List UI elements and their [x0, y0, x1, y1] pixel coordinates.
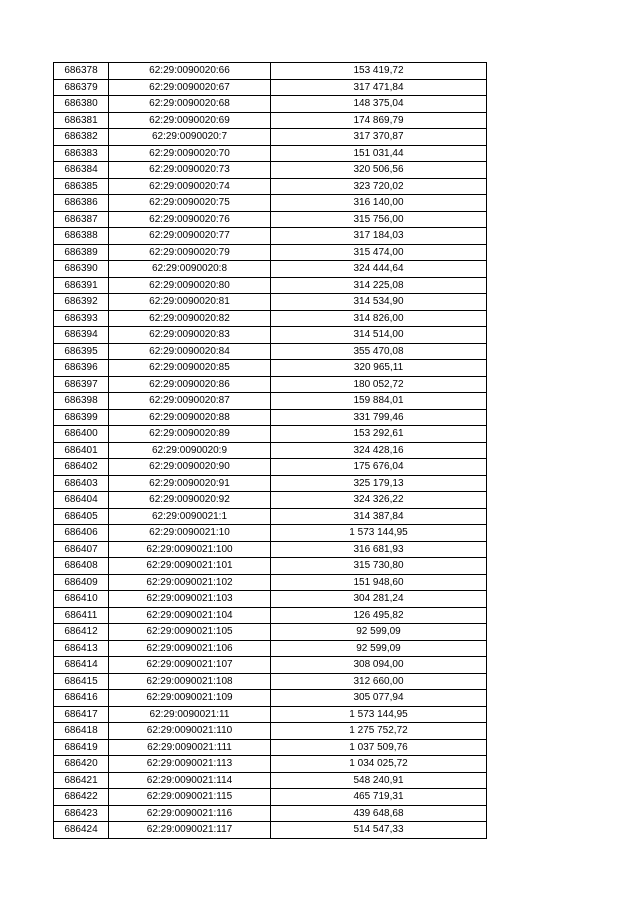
cadastral-number-cell: 62:29:0090020:70 — [109, 145, 271, 162]
value-cell: 317 184,03 — [271, 228, 487, 245]
value-cell: 148 375,04 — [271, 96, 487, 113]
cadastral-number-cell: 62:29:0090020:7 — [109, 129, 271, 146]
row-id-cell: 686406 — [54, 525, 109, 542]
cadastral-number-cell: 62:29:0090021:10 — [109, 525, 271, 542]
cadastral-number-cell: 62:29:0090020:8 — [109, 261, 271, 278]
cadastral-number-cell: 62:29:0090020:68 — [109, 96, 271, 113]
row-id-cell: 686417 — [54, 706, 109, 723]
cadastral-number-cell: 62:29:0090021:113 — [109, 756, 271, 773]
table-row — [54, 690, 487, 707]
table-row — [54, 261, 487, 278]
table-row — [54, 327, 487, 344]
table-row — [54, 624, 487, 641]
table-row — [54, 376, 487, 393]
cadastral-number-cell: 62:29:0090021:109 — [109, 690, 271, 707]
table-row — [54, 739, 487, 756]
cadastral-number-cell: 62:29:0090020:73 — [109, 162, 271, 179]
value-cell: 320 506,56 — [271, 162, 487, 179]
value-cell: 153 292,61 — [271, 426, 487, 443]
value-cell: 312 660,00 — [271, 673, 487, 690]
row-id-cell: 686381 — [54, 112, 109, 129]
row-id-cell: 686395 — [54, 343, 109, 360]
value-cell: 315 474,00 — [271, 244, 487, 261]
value-cell: 175 676,04 — [271, 459, 487, 476]
cadastral-number-cell: 62:29:0090020:84 — [109, 343, 271, 360]
row-id-cell: 686385 — [54, 178, 109, 195]
value-cell: 1 573 144,95 — [271, 706, 487, 723]
cadastral-number-cell: 62:29:0090021:116 — [109, 805, 271, 822]
value-cell: 126 495,82 — [271, 607, 487, 624]
table-row — [54, 310, 487, 327]
row-id-cell: 686408 — [54, 558, 109, 575]
row-id-cell: 686416 — [54, 690, 109, 707]
value-cell: 151 031,44 — [271, 145, 487, 162]
cadastral-number-cell: 62:29:0090020:88 — [109, 409, 271, 426]
cadastral-number-cell: 62:29:0090021:108 — [109, 673, 271, 690]
table-row — [54, 228, 487, 245]
cadastral-number-cell: 62:29:0090020:89 — [109, 426, 271, 443]
cadastral-number-cell: 62:29:0090020:66 — [109, 63, 271, 80]
value-cell: 314 225,08 — [271, 277, 487, 294]
cadastral-number-cell: 62:29:0090021:107 — [109, 657, 271, 674]
value-cell: 324 428,16 — [271, 442, 487, 459]
value-cell: 92 599,09 — [271, 624, 487, 641]
table-row — [54, 195, 487, 212]
cadastral-number-cell: 62:29:0090020:85 — [109, 360, 271, 377]
cadastral-number-cell: 62:29:0090020:81 — [109, 294, 271, 311]
row-id-cell: 686412 — [54, 624, 109, 641]
table-row — [54, 129, 487, 146]
cadastral-number-cell: 62:29:0090021:117 — [109, 822, 271, 839]
value-cell: 331 799,46 — [271, 409, 487, 426]
table-row — [54, 475, 487, 492]
value-cell: 320 965,11 — [271, 360, 487, 377]
row-id-cell: 686378 — [54, 63, 109, 80]
table-row — [54, 508, 487, 525]
cadastral-number-cell: 62:29:0090020:76 — [109, 211, 271, 228]
row-id-cell: 686405 — [54, 508, 109, 525]
row-id-cell: 686392 — [54, 294, 109, 311]
cadastral-number-cell: 62:29:0090020:91 — [109, 475, 271, 492]
table-row — [54, 162, 487, 179]
cadastral-number-cell: 62:29:0090020:77 — [109, 228, 271, 245]
table-row — [54, 277, 487, 294]
value-cell: 1 037 509,76 — [271, 739, 487, 756]
row-id-cell: 686415 — [54, 673, 109, 690]
row-id-cell: 686389 — [54, 244, 109, 261]
value-cell: 315 730,80 — [271, 558, 487, 575]
cadastral-number-cell: 62:29:0090020:82 — [109, 310, 271, 327]
table-row — [54, 244, 487, 261]
data-table — [53, 62, 487, 839]
cadastral-number-cell: 62:29:0090021:111 — [109, 739, 271, 756]
row-id-cell: 686421 — [54, 772, 109, 789]
row-id-cell: 686401 — [54, 442, 109, 459]
cadastral-number-cell: 62:29:0090020:69 — [109, 112, 271, 129]
cadastral-number-cell: 62:29:0090020:87 — [109, 393, 271, 410]
cadastral-number-cell: 62:29:0090020:67 — [109, 79, 271, 96]
row-id-cell: 686423 — [54, 805, 109, 822]
cadastral-number-cell: 62:29:0090020:90 — [109, 459, 271, 476]
table-row — [54, 211, 487, 228]
table-row — [54, 525, 487, 542]
table-row — [54, 63, 487, 80]
table-row — [54, 822, 487, 839]
value-cell: 324 326,22 — [271, 492, 487, 509]
table-row — [54, 343, 487, 360]
row-id-cell: 686411 — [54, 607, 109, 624]
table-row — [54, 178, 487, 195]
table-row — [54, 723, 487, 740]
table-row — [54, 558, 487, 575]
cadastral-number-cell: 62:29:0090021:115 — [109, 789, 271, 806]
value-cell: 314 514,00 — [271, 327, 487, 344]
value-cell: 151 948,60 — [271, 574, 487, 591]
table-row — [54, 657, 487, 674]
table-row — [54, 772, 487, 789]
value-cell: 174 869,79 — [271, 112, 487, 129]
cadastral-number-cell: 62:29:0090021:1 — [109, 508, 271, 525]
value-cell: 316 681,93 — [271, 541, 487, 558]
value-cell: 514 547,33 — [271, 822, 487, 839]
table-row — [54, 459, 487, 476]
row-id-cell: 686424 — [54, 822, 109, 839]
row-id-cell: 686413 — [54, 640, 109, 657]
table-body — [54, 63, 487, 839]
cadastral-number-cell: 62:29:0090021:102 — [109, 574, 271, 591]
row-id-cell: 686402 — [54, 459, 109, 476]
cadastral-number-cell: 62:29:0090021:104 — [109, 607, 271, 624]
row-id-cell: 686393 — [54, 310, 109, 327]
value-cell: 317 370,87 — [271, 129, 487, 146]
row-id-cell: 686383 — [54, 145, 109, 162]
row-id-cell: 686410 — [54, 591, 109, 608]
value-cell: 465 719,31 — [271, 789, 487, 806]
value-cell: 308 094,00 — [271, 657, 487, 674]
value-cell: 1 573 144,95 — [271, 525, 487, 542]
table-row — [54, 393, 487, 410]
row-id-cell: 686399 — [54, 409, 109, 426]
table-row — [54, 96, 487, 113]
value-cell: 316 140,00 — [271, 195, 487, 212]
row-id-cell: 686382 — [54, 129, 109, 146]
cadastral-number-cell: 62:29:0090021:106 — [109, 640, 271, 657]
row-id-cell: 686404 — [54, 492, 109, 509]
cadastral-number-cell: 62:29:0090021:100 — [109, 541, 271, 558]
value-cell: 159 884,01 — [271, 393, 487, 410]
table-row — [54, 805, 487, 822]
row-id-cell: 686390 — [54, 261, 109, 278]
value-cell: 304 281,24 — [271, 591, 487, 608]
value-cell: 325 179,13 — [271, 475, 487, 492]
cadastral-number-cell: 62:29:0090020:75 — [109, 195, 271, 212]
row-id-cell: 686380 — [54, 96, 109, 113]
row-id-cell: 686394 — [54, 327, 109, 344]
table-row — [54, 607, 487, 624]
row-id-cell: 686396 — [54, 360, 109, 377]
table-row — [54, 640, 487, 657]
cadastral-number-cell: 62:29:0090020:80 — [109, 277, 271, 294]
cadastral-number-cell: 62:29:0090020:79 — [109, 244, 271, 261]
table-row — [54, 591, 487, 608]
table-row — [54, 145, 487, 162]
value-cell: 92 599,09 — [271, 640, 487, 657]
cadastral-number-cell: 62:29:0090020:9 — [109, 442, 271, 459]
table-row — [54, 426, 487, 443]
value-cell: 439 648,68 — [271, 805, 487, 822]
value-cell: 305 077,94 — [271, 690, 487, 707]
row-id-cell: 686414 — [54, 657, 109, 674]
row-id-cell: 686384 — [54, 162, 109, 179]
row-id-cell: 686418 — [54, 723, 109, 740]
value-cell: 315 756,00 — [271, 211, 487, 228]
table-row — [54, 673, 487, 690]
cadastral-number-cell: 62:29:0090021:105 — [109, 624, 271, 641]
row-id-cell: 686422 — [54, 789, 109, 806]
value-cell: 314 826,00 — [271, 310, 487, 327]
table-row — [54, 492, 487, 509]
row-id-cell: 686420 — [54, 756, 109, 773]
row-id-cell: 686387 — [54, 211, 109, 228]
table-row — [54, 112, 487, 129]
value-cell: 153 419,72 — [271, 63, 487, 80]
value-cell: 355 470,08 — [271, 343, 487, 360]
value-cell: 314 534,90 — [271, 294, 487, 311]
value-cell: 324 444,64 — [271, 261, 487, 278]
row-id-cell: 686419 — [54, 739, 109, 756]
row-id-cell: 686379 — [54, 79, 109, 96]
cadastral-number-cell: 62:29:0090021:110 — [109, 723, 271, 740]
table-row — [54, 789, 487, 806]
table-row — [54, 756, 487, 773]
row-id-cell: 686398 — [54, 393, 109, 410]
value-cell: 1 275 752,72 — [271, 723, 487, 740]
table-row — [54, 574, 487, 591]
row-id-cell: 686409 — [54, 574, 109, 591]
table-row — [54, 409, 487, 426]
row-id-cell: 686386 — [54, 195, 109, 212]
row-id-cell: 686388 — [54, 228, 109, 245]
value-cell: 548 240,91 — [271, 772, 487, 789]
table-row — [54, 442, 487, 459]
row-id-cell: 686400 — [54, 426, 109, 443]
value-cell: 323 720,02 — [271, 178, 487, 195]
row-id-cell: 686391 — [54, 277, 109, 294]
cadastral-number-cell: 62:29:0090020:83 — [109, 327, 271, 344]
table-row — [54, 706, 487, 723]
table-row — [54, 541, 487, 558]
row-id-cell: 686407 — [54, 541, 109, 558]
table-row — [54, 79, 487, 96]
cadastral-number-cell: 62:29:0090021:11 — [109, 706, 271, 723]
table-row — [54, 294, 487, 311]
value-cell: 180 052,72 — [271, 376, 487, 393]
value-cell: 1 034 025,72 — [271, 756, 487, 773]
cadastral-number-cell: 62:29:0090020:86 — [109, 376, 271, 393]
cadastral-number-cell: 62:29:0090020:92 — [109, 492, 271, 509]
table-row — [54, 360, 487, 377]
cadastral-number-cell: 62:29:0090021:101 — [109, 558, 271, 575]
row-id-cell: 686397 — [54, 376, 109, 393]
value-cell: 317 471,84 — [271, 79, 487, 96]
value-cell: 314 387,84 — [271, 508, 487, 525]
cadastral-number-cell: 62:29:0090021:103 — [109, 591, 271, 608]
cadastral-number-cell: 62:29:0090021:114 — [109, 772, 271, 789]
row-id-cell: 686403 — [54, 475, 109, 492]
cadastral-number-cell: 62:29:0090020:74 — [109, 178, 271, 195]
